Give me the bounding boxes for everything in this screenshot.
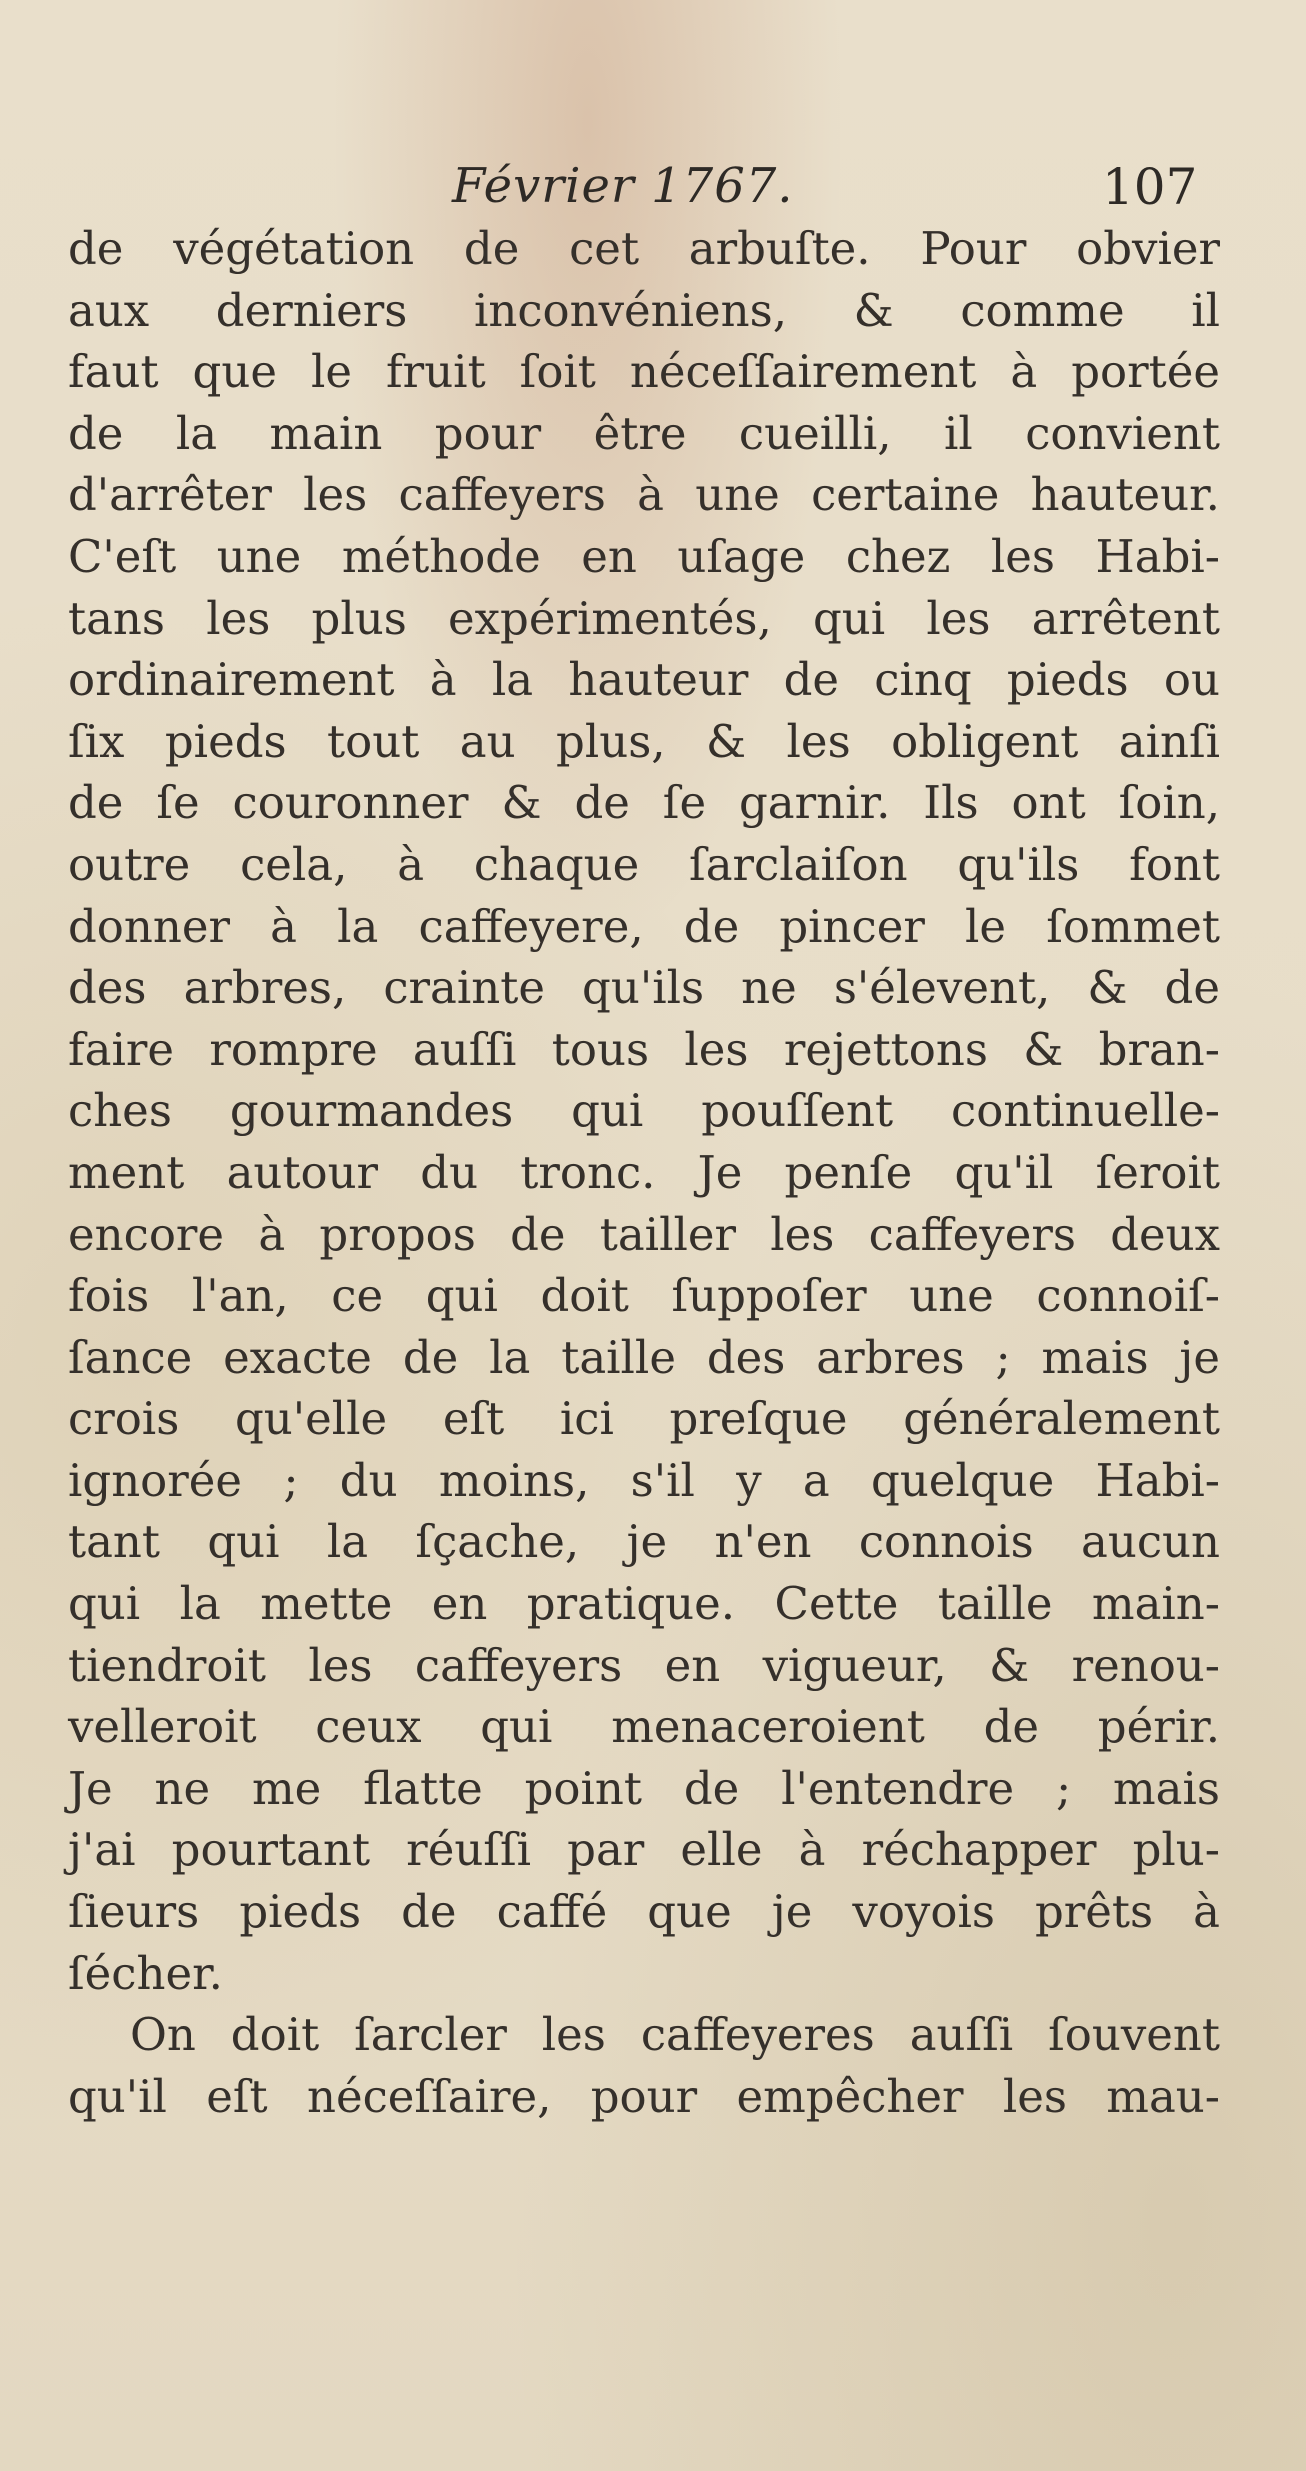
text-line: de ſe couronner & de ſe garnir. Ils ont ſoin, bbox=[68, 776, 1220, 830]
text-line: fois l'an, ce qui doit ſuppoſer une connoiſ- bbox=[68, 1269, 1220, 1323]
text-line: des arbres, crainte qu'ils ne s'élevent, & de bbox=[68, 961, 1220, 1015]
text-line: faut que le fruit ſoit néceſſairement à portée bbox=[68, 345, 1220, 399]
text-line: ſix pieds tout au plus, & les obligent ainſi bbox=[68, 714, 1220, 768]
text-line: de la main pour être cueilli, il convient bbox=[68, 406, 1220, 460]
text-line: Je ne me flatte point de l'entendre ; mais bbox=[68, 1761, 1220, 1815]
text-line: ches gourmandes qui pouſſent continuelle- bbox=[68, 1084, 1220, 1138]
text-line: d'arrêter les caffeyers à une certaine hauteur. bbox=[68, 468, 1220, 522]
text-line-paragraph-end: ſécher. bbox=[68, 1946, 223, 2000]
text-line: qu'il eſt néceſſaire, pour empêcher les mau- bbox=[68, 2069, 1220, 2123]
text-line: velleroit ceux qui menaceroient de périr. bbox=[68, 1700, 1220, 1754]
text-line: outre cela, à chaque ſarclaiſon qu'ils font bbox=[68, 837, 1220, 891]
text-line: encore à propos de tailler les caffeyers deux bbox=[68, 1207, 1220, 1261]
text-line: ſieurs pieds de caffé que je voyois prêts à bbox=[68, 1885, 1220, 1939]
body-text bbox=[68, 218, 1220, 2127]
text-line: faire rompre auſſi tous les rejettons & bran- bbox=[68, 1022, 1220, 1076]
text-line: C'eſt une méthode en uſage chez les Habi- bbox=[68, 529, 1220, 583]
text-line: donner à la caffeyere, de pincer le ſommet bbox=[68, 899, 1220, 953]
text-line: ſance exacte de la taille des arbres ; mais je bbox=[68, 1330, 1220, 1384]
running-title: Février 1767. bbox=[452, 158, 794, 214]
text-line: ment autour du tronc. Je penſe qu'il ſeroit bbox=[68, 1145, 1220, 1199]
text-line: tiendroit les caffeyers en vigueur, & renou- bbox=[68, 1638, 1220, 1692]
text-line: tans les plus expérimentés, qui les arrêtent bbox=[68, 591, 1220, 645]
text-line: de végétation de cet arbuſte. Pour obvier bbox=[68, 222, 1220, 275]
text-line: ignorée ; du moins, s'il y a quelque Habi- bbox=[68, 1453, 1220, 1507]
text-line: qui la mette en pratique. Cette taille main- bbox=[68, 1577, 1220, 1631]
text-line-paragraph-start: On doit ſarcler les caffeyeres auſſi ſouvent bbox=[130, 2008, 1220, 2062]
text-line: tant qui la ſçache, je n'en connois aucun bbox=[68, 1515, 1220, 1569]
text-line: j'ai pourtant réuſſi par elle à réchapper plu- bbox=[68, 1823, 1220, 1877]
text-line: aux derniers inconvéniens, & comme il bbox=[68, 283, 1220, 337]
page-number: 107 bbox=[1102, 158, 1198, 216]
text-line: crois qu'elle eſt ici preſque généralement bbox=[68, 1392, 1220, 1446]
text-line: ordinairement à la hauteur de cinq pieds ou bbox=[68, 653, 1220, 707]
